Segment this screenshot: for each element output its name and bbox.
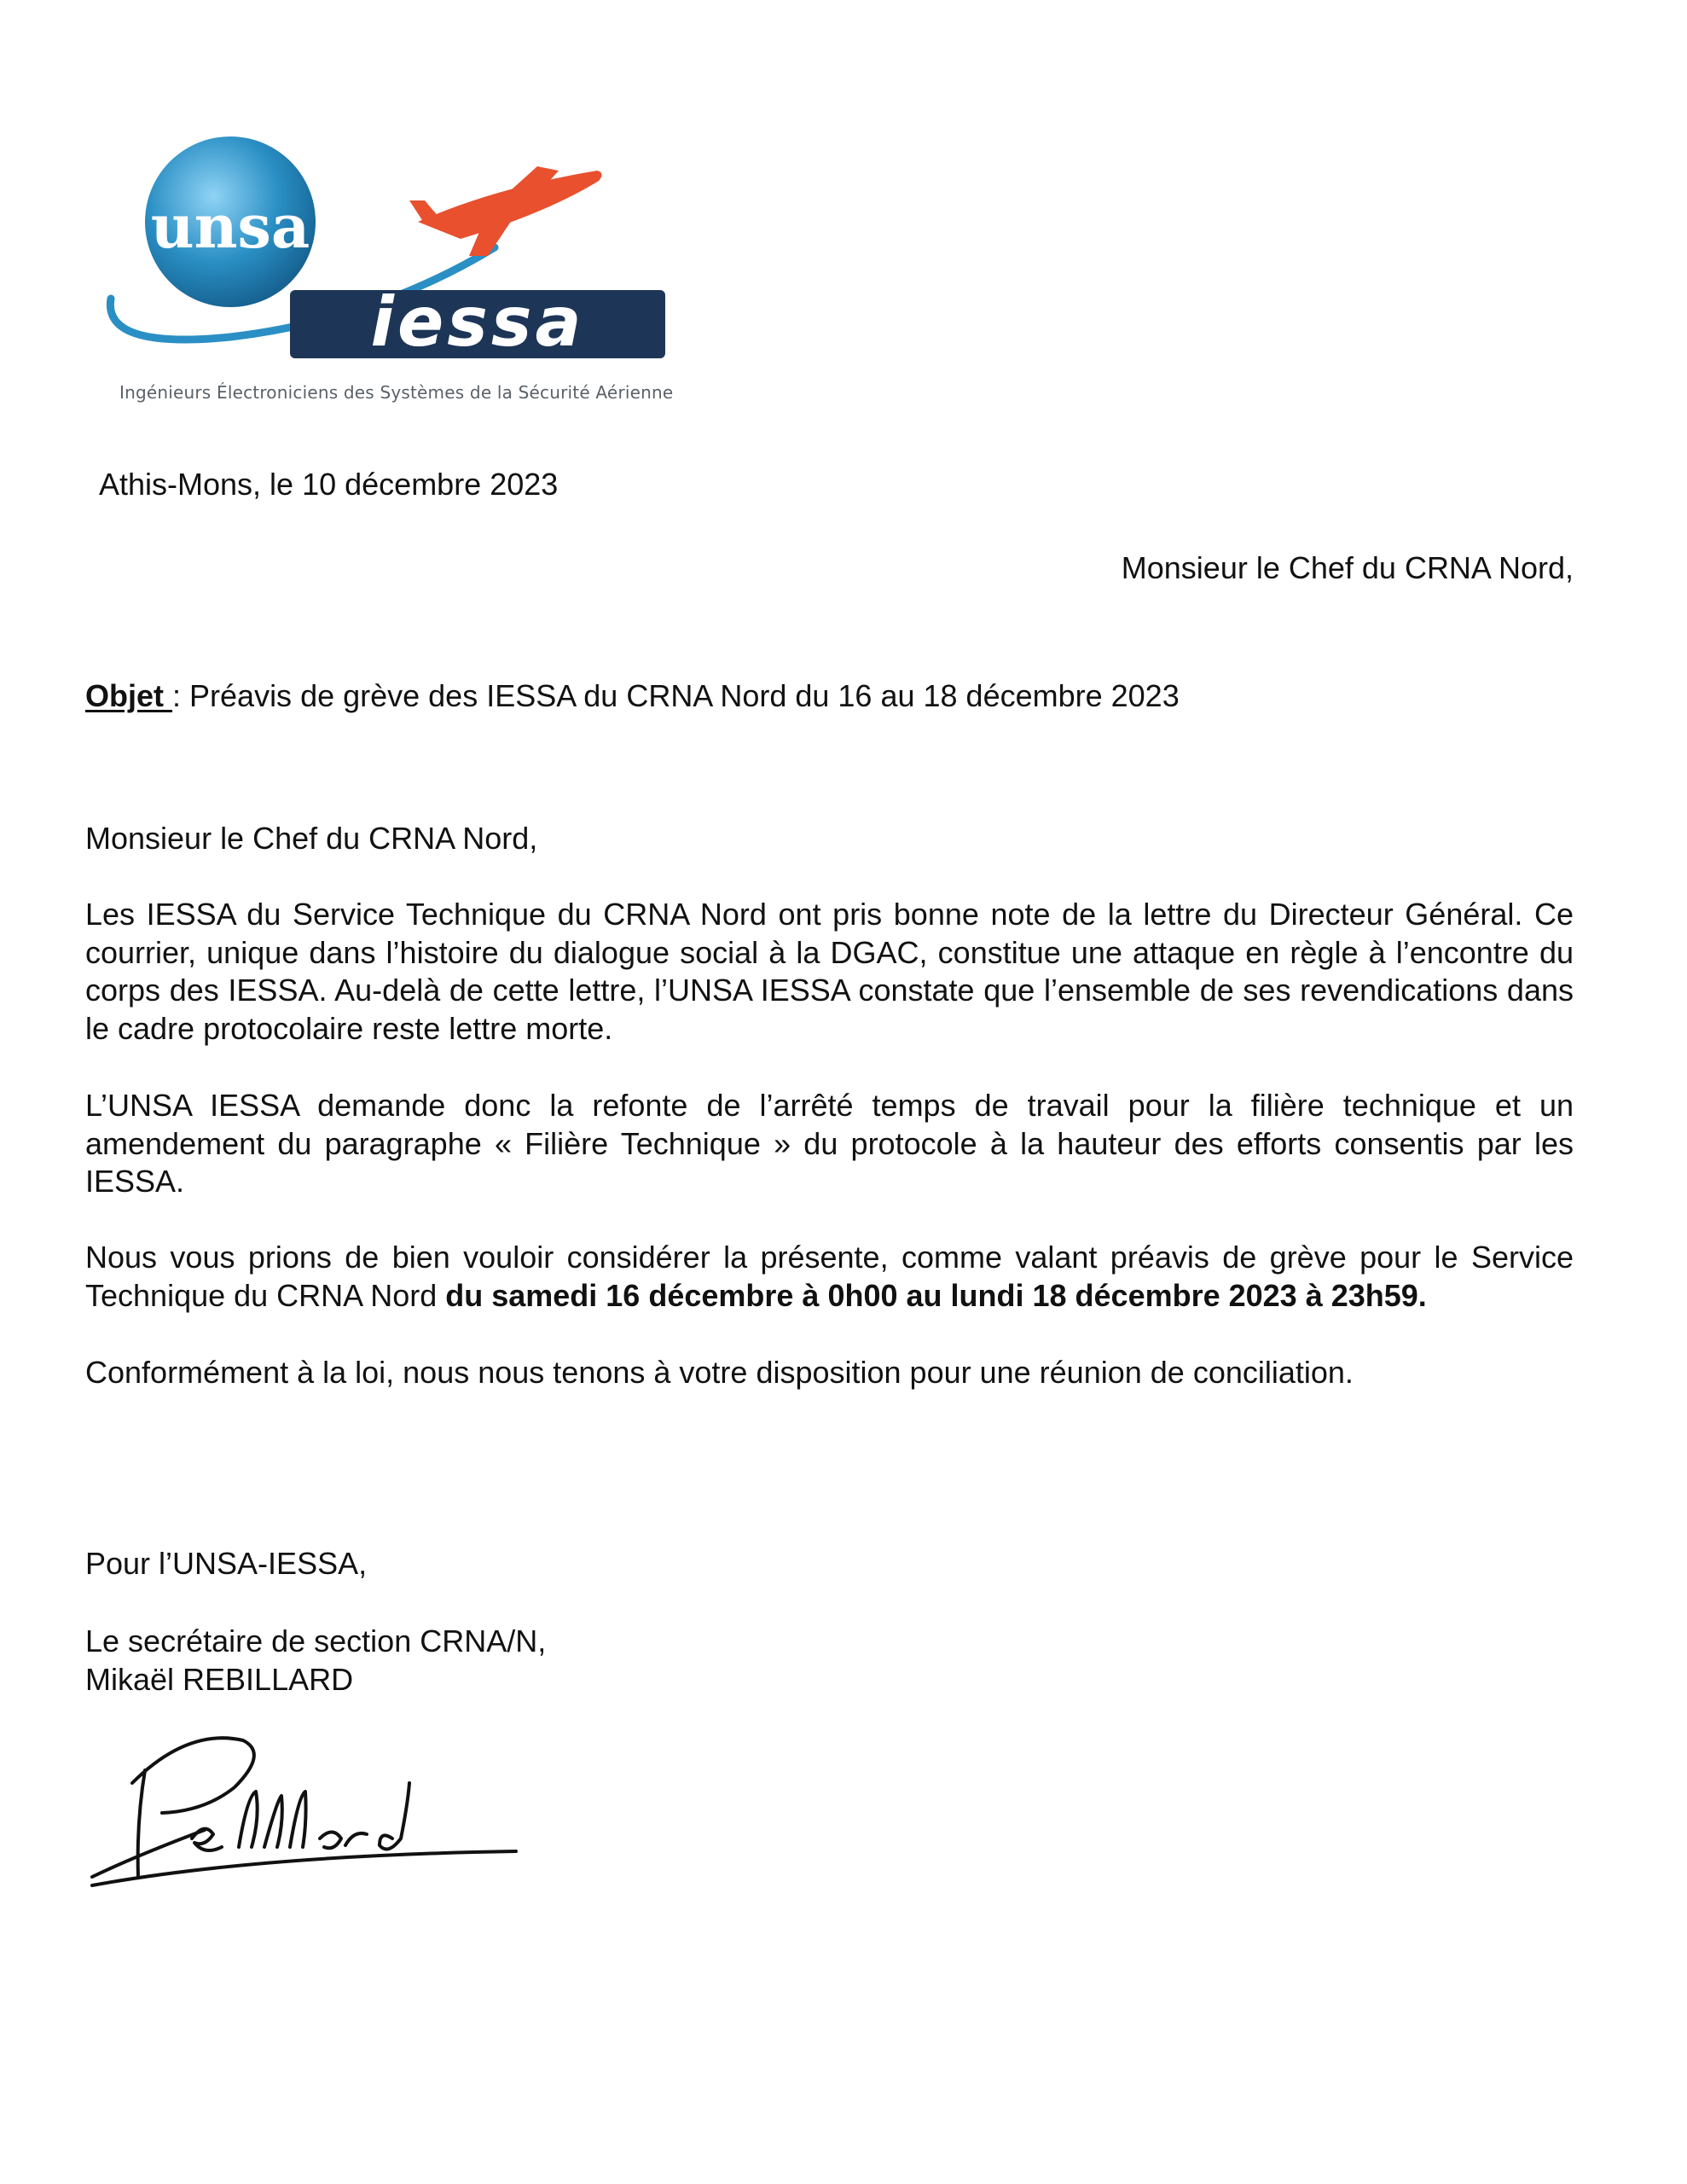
salutation: Monsieur le Chef du CRNA Nord, [85, 821, 538, 856]
object-label: Objet [85, 678, 173, 713]
logo-letters: unsa [150, 191, 310, 262]
handwritten-signature [85, 1719, 529, 1890]
signatory-block [85, 1622, 546, 1699]
closing: Pour l’UNSA-IESSA, [85, 1546, 368, 1581]
paragraph-1: Les IESSA du Service Technique du CRNA Nord ont pris bonne note de la lettre du Directeur Général. Ce courrier, unique dans l’histoire du dialogue social à la DGAC, constitue une attaque en règle à l’encontre du corps des IESSA. Au-delà de cette lettre, l’UNSA IESSA constate que l’ensemble de ses revendications dans le cadre protocolaire reste lettre morte. [85, 897, 1574, 1046]
signatory-name: Mikaël REBILLARD [85, 1662, 354, 1697]
strike-period: du samedi 16 décembre à 0h00 au lundi 18 décembre 2023 à 23h59. [445, 1277, 1427, 1313]
paragraph-3-text: Nous vous prions de bien vouloir considérer la présente, comme valant préavis de grève pour le Service Technique du CRNA Nord [85, 1240, 1574, 1313]
paragraph-2: L’UNSA IESSA demande donc la refonte de l’arrêté temps de travail pour la filière technique et un amendement du paragraphe « Filière Technique » du protocole à la hauteur des efforts consentis par les IESSA. [85, 1088, 1574, 1199]
signatory-role: Le secrétaire de section CRNA/N, [85, 1623, 547, 1658]
paragraph-3 [85, 1239, 1574, 1315]
logo-tagline: Ingénieurs Électroniciens des Systèmes de la Sécurité Aérienne [119, 382, 674, 403]
paragraph-4: Conformément à la loi, nous nous tenons à votre disposition pour une réunion de conciliation. [85, 1355, 1354, 1390]
unsa-iessa-logo [94, 119, 691, 410]
logo-brand: iessa [370, 282, 585, 362]
object-text: : Préavis de grève des IESSA du CRNA Nord du 16 au 18 décembre 2023 [172, 678, 1180, 713]
recipient: Monsieur le Chef du CRNA Nord, [1121, 550, 1574, 585]
place-date: Athis-Mons, le 10 décembre 2023 [99, 467, 559, 502]
object-line [85, 678, 1180, 714]
